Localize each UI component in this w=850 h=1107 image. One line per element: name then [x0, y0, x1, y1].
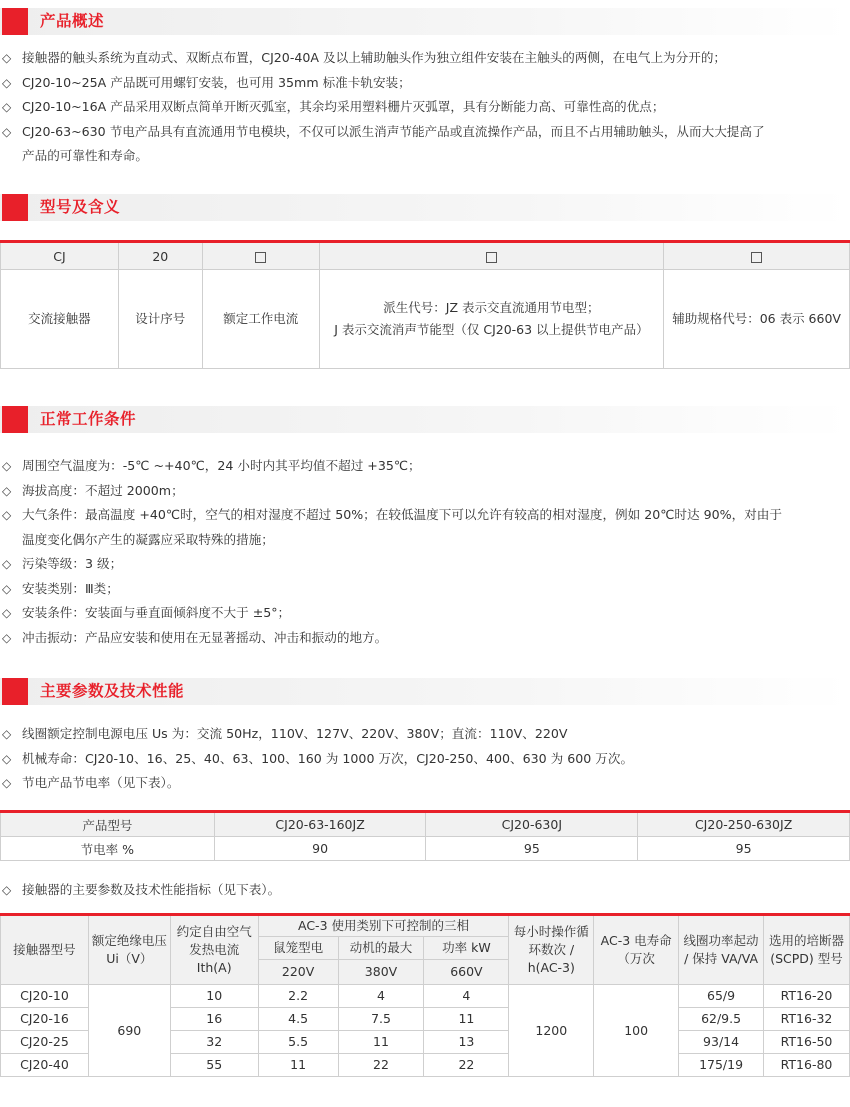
section-header-overview [0, 8, 850, 35]
table-cell: CJ [1, 242, 119, 270]
list-item: ◇ 污染等级：3 级； [2, 552, 848, 577]
table-cell: 690 [88, 985, 170, 1077]
list-item: ◇ CJ20-10~16A 产品采用双断点简单开断灭弧室，其余均采用塑料栅片灭弧罩，具有分断能力高、可靠性高的优点； [2, 95, 848, 120]
table-header: 选用的培断器 (SCPD) 型号 [764, 915, 850, 985]
list-item-continuation: 温度变化偶尔产生的凝露应采取特殊的措施； [22, 531, 274, 547]
table-cell [202, 242, 319, 270]
section-marker [2, 406, 28, 433]
section-header-model [0, 194, 850, 221]
list-item: ◇ 线圈额定控制电源电压 Us 为：交流 50Hz，110V、127V、220V、380V；直流：110V、220V [2, 722, 848, 747]
table-cell: 95 [638, 837, 850, 861]
placeholder-box-icon [751, 252, 762, 263]
section-title: 产品概述 [40, 12, 105, 30]
table-cell: 派生代号：JZ 表示交直流通用节电型； J 表示交流消声节能型（仅 CJ20-63 以上提供节电产品） [319, 270, 664, 369]
conditions-list [2, 454, 848, 650]
diamond-bullet-icon: ◇ [2, 459, 12, 473]
list-item: ◇ 海拔高度：不超过 2000m； [2, 479, 848, 504]
table-header: 接触器型号 [1, 915, 89, 985]
table-cell: 95 [426, 837, 638, 861]
list-item: ◇ CJ20-10~25A 产品既可用螺钉安装，也可用 35mm 标准卡轨安装； [2, 71, 848, 96]
table-cell: 辅助规格代号：06 表示 660V [664, 270, 850, 369]
list-item: ◇ 大气条件：最高温度 +40℃时，空气的相对湿度不超过 50%；在较低温度下可以允许有较高的相对湿度，例如 20℃时达 90%，对由于 [2, 503, 848, 528]
table-header: CJ20-250-630JZ [638, 812, 850, 837]
list-item: ◇ 周围空气温度为：-5℃ ~+40℃，24 小时内其平均值不超过 +35℃； [2, 454, 848, 479]
table-header: 产品型号 [1, 812, 215, 837]
section-marker [2, 194, 28, 221]
table-header: 380V [338, 960, 424, 985]
table-header: CJ20-630J [426, 812, 638, 837]
diamond-bullet-icon: ◇ [2, 483, 12, 498]
table-header: CJ20-63-160JZ [214, 812, 426, 837]
diamond-bullet-icon: ◇ [2, 508, 12, 522]
table-cell [664, 242, 850, 270]
table-row: CJ20-25 32 5.5 11 13 93/14 RT16-50 [1, 1031, 850, 1054]
section-header-params [0, 678, 850, 705]
diamond-bullet-icon: ◇ [2, 100, 12, 114]
table-cell: 交流接触器 [1, 270, 119, 369]
list-item: ◇ 冲击振动：产品应安装和使用在无显著摇动、冲击和振动的地方。 [2, 626, 848, 651]
table-cell: 额定工作电流 [202, 270, 319, 369]
table-cell: 1200 [509, 985, 594, 1077]
energy-saving-table [0, 810, 850, 861]
main-parameters-table [0, 913, 850, 1077]
diamond-bullet-icon: ◇ [2, 75, 12, 90]
params-list [2, 722, 848, 796]
diamond-bullet-icon: ◇ [2, 751, 12, 766]
placeholder-box-icon [255, 252, 266, 263]
table-header: 约定自由空气发热电流 Ith(A) [170, 915, 258, 985]
table-header: AC-3 电寿命（万次 [594, 915, 679, 985]
diamond-bullet-icon: ◇ [2, 124, 12, 139]
diamond-bullet-icon: ◇ [2, 581, 12, 596]
list-item: ◇ 机械寿命：CJ20-10、16、25、40、63、100、160 为 1000 万次，CJ20-250、400、630 为 600 万次。 [2, 747, 848, 772]
diamond-bullet-icon: ◇ [2, 727, 12, 741]
table-header: 动机的最大 [338, 937, 424, 960]
table-row: CJ20-10 690 10 2.2 4 4 1200 100 65/9 RT16-20 [1, 985, 850, 1008]
diamond-bullet-icon: ◇ [2, 776, 12, 790]
table-header: 660V [424, 960, 509, 985]
table-header: 额定绝缘电压 Ui（V） [88, 915, 170, 985]
section-title: 主要参数及技术性能 [40, 682, 185, 700]
table-cell: 100 [594, 985, 679, 1077]
table-header: 220V [258, 960, 338, 985]
diamond-bullet-icon: ◇ [2, 630, 12, 645]
list-item: ◇ 接触器的主要参数及技术性能指标（见下表）。 [2, 878, 848, 903]
table-header: 每小时操作循环数次 / h(AC-3) [509, 915, 594, 985]
placeholder-box-icon [486, 252, 497, 263]
section-marker [2, 8, 28, 35]
list-item-continuation: 产品的可靠性和寿命。 [22, 148, 148, 163]
section-marker [2, 678, 28, 705]
table-cell: 90 [214, 837, 426, 861]
list-item: ◇ 节电产品节电率（见下表）。 [2, 771, 848, 796]
table-header: 功率 kW [424, 937, 509, 960]
table-cell: 20 [118, 242, 202, 270]
table-cell: 节电率 % [1, 837, 215, 861]
diamond-bullet-icon: ◇ [2, 51, 12, 65]
model-meaning-table [0, 240, 850, 369]
list-item: ◇ 安装条件：安装面与垂直面倾斜度不大于 ±5°； [2, 601, 848, 626]
list-item: ◇ 安装类别：Ⅲ类； [2, 577, 848, 602]
table-cell: 设计序号 [118, 270, 202, 369]
section-title: 型号及含义 [40, 198, 121, 216]
diamond-bullet-icon: ◇ [2, 883, 12, 897]
diamond-bullet-icon: ◇ [2, 557, 12, 571]
list-item: ◇ CJ20-63~630 节电产品具有直流通用节电模块，不仅可以派生消声节能产品或直流操作产品，而且不占用辅助触头，从而大大提高了 [2, 120, 848, 145]
section-header-conditions [0, 406, 850, 433]
section-title: 正常工作条件 [40, 410, 137, 428]
table-header: AC-3 使用类别下可控制的三相 [258, 915, 509, 937]
overview-list [2, 46, 848, 169]
diamond-bullet-icon: ◇ [2, 606, 12, 620]
list-item: ◇ 接触器的触头系统为直动式、双断点布置，CJ20-40A 及以上辅助触头作为独立组件安装在主触头的两侧，在电气上为分开的； [2, 46, 848, 71]
table-cell [319, 242, 664, 270]
table-header: 鼠笼型电 [258, 937, 338, 960]
table-header: 线圈功率起动 / 保持 VA/VA [679, 915, 764, 985]
table-row: CJ20-16 16 4.5 7.5 11 62/9.5 RT16-32 [1, 1008, 850, 1031]
table-row: CJ20-40 55 11 22 22 175/19 RT16-80 [1, 1054, 850, 1077]
main-intro [2, 878, 848, 903]
